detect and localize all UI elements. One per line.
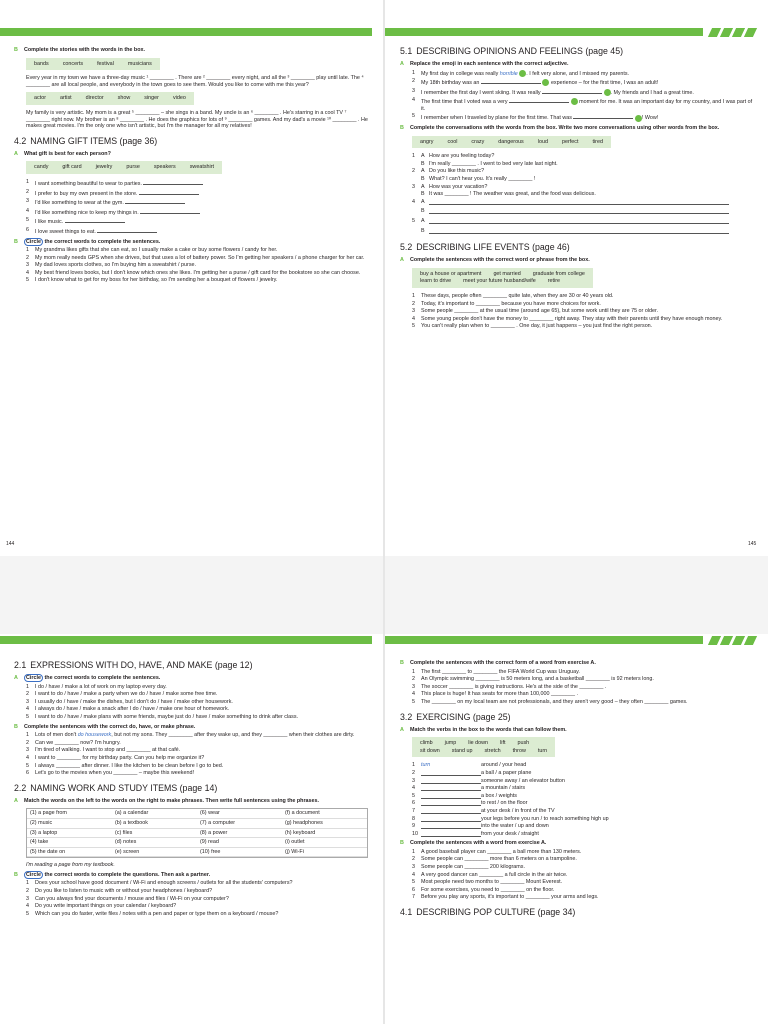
box-word: crazy: [471, 138, 485, 145]
exercise-a-match: [14, 798, 370, 805]
phrase-box: [412, 268, 593, 288]
section-heading-2-2: [14, 783, 370, 794]
answer-line[interactable]: [429, 218, 729, 224]
circle-word: Circle: [26, 675, 41, 681]
list-item: 3 Can you always find your documents / mouse and files / Wi-Fi on your computer?: [26, 895, 229, 902]
list-item: 5 I don't know what to get for my boss for her birthday, so I'm sending her a bouquet of flowers / jewelry.: [26, 277, 278, 284]
instruction: Complete the sentences with a word from exercise A.: [410, 840, 547, 847]
answer-blank[interactable]: [125, 198, 185, 204]
box-word: cool: [447, 138, 458, 145]
answer-blank[interactable]: [421, 778, 481, 784]
match-cell: (3) a laptop: [27, 829, 112, 839]
answer-blank[interactable]: [65, 217, 125, 223]
match-cell: (8) a power: [197, 829, 282, 839]
list-item: 5 I remember when I traveled by plane for the first time. That was ! Wow!: [412, 113, 659, 122]
page-144-content: [14, 44, 370, 285]
exercise-letter: A: [14, 150, 18, 157]
speaker-label: A: [421, 218, 425, 225]
item-number: 1: [412, 762, 415, 769]
list-item: 4 I'd like something nice to keep my things in.: [26, 208, 370, 217]
answer-line[interactable]: [429, 199, 729, 205]
list-item: 4 I want to ________ for my birthday party. Can you help me organize it?: [26, 754, 205, 761]
box-word: stand up: [451, 747, 473, 754]
speaker-label: B: [421, 227, 425, 234]
box-word: show: [117, 95, 131, 102]
section-number: 5.1: [400, 46, 413, 56]
match-cell: (c) files: [112, 829, 197, 839]
exercise-a-gifts: [14, 151, 370, 158]
match-cell: (7) a computer: [197, 819, 282, 829]
list-item: 6 For some exercises, you need to ________ on the floor.: [412, 886, 555, 893]
conversation-line: 2 A Do you like this music?: [412, 168, 756, 175]
instruction: Replace the emoji in each sentence with the correct adjective.: [410, 61, 569, 67]
filled-answer: horrible: [499, 70, 518, 77]
list-item: [412, 770, 756, 777]
exercise-a-verbs: [400, 727, 756, 734]
box-word: lift: [500, 740, 506, 747]
exercise-letter: A: [400, 61, 404, 67]
conversation-line: 4 A: [412, 199, 756, 208]
answer-blank[interactable]: [421, 770, 481, 776]
list-item: 3 The soccer ________ is giving instructions. He's at the side of the ________ .: [412, 683, 607, 690]
word-box: [26, 161, 222, 174]
section-title: EXPRESSIONS WITH DO, HAVE, AND MAKE (page 12): [30, 660, 253, 670]
list-item: 3 I remember the first day I went skiing. It was really . My friends and I had a great time.: [412, 87, 694, 96]
box-word: tired: [592, 138, 603, 145]
page-number-right: 145: [748, 541, 757, 547]
instruction: Match the verbs in the box to the words that can follow them.: [410, 726, 567, 733]
answer-blank[interactable]: [421, 808, 481, 814]
verb-box: [412, 737, 555, 757]
box-word: lie down: [468, 740, 489, 747]
story-1: Every year in my town we have a three-day music ¹ ________ . There are ² ________ every night, and all the ³ ________ play until late. The ⁴ ________ are all local people, and everybody in the town goes to see them. Would you like to come with me this year?: [26, 75, 364, 88]
box-word: sit down: [420, 747, 440, 754]
instruction: Match the words on the left to the words on the right to make phrases. Then write full sentences using the phrases.: [24, 797, 320, 804]
exercise-letter: B: [400, 840, 404, 847]
section-heading-3-2: [400, 712, 756, 723]
exercise-b-stories: [14, 47, 370, 54]
answer-blank[interactable]: [139, 189, 199, 195]
exercise-b-conversations: [400, 125, 756, 132]
box-word: musicians: [127, 60, 152, 67]
stripes-bottom: [710, 636, 755, 645]
list-item: 5 I like music.: [26, 217, 370, 226]
conversation-line: [412, 176, 756, 183]
list-item: 1 My grandma likes gifts that she can eat, so I usually make a cake or buy some flowers / candy for her.: [26, 247, 278, 254]
box-word: graduate from college: [532, 270, 585, 277]
section-title: DESCRIBING POP CULTURE (page 34): [416, 907, 576, 918]
exercise-a-circle: [14, 675, 370, 682]
list-item: 7 Before you play any sports, it's important to ________ your arms and legs.: [412, 894, 599, 901]
answer-blank[interactable]: [573, 113, 633, 119]
item-number: 2: [412, 769, 415, 776]
list-item: 6 Let's go to the movies when you ________ – maybe this weekend!: [26, 770, 194, 777]
list-item: 5 You can't really plan when to ________ . One day, it just happens – you just find the right person.: [412, 323, 653, 330]
list-item: 5 I want to do / have / make plans with some friends, maybe just do / have / make something to drink after class.: [26, 713, 299, 720]
list-item: 3 I'd like something to wear at the gym.: [26, 198, 370, 207]
match-cell: (d) notes: [112, 838, 197, 848]
exercise-letter: B: [14, 723, 18, 730]
surprised-emoji-icon: [635, 115, 642, 122]
section-title: DESCRIBING OPINIONS AND FEELINGS (page 45): [416, 46, 624, 56]
item-number: 6: [412, 800, 415, 807]
answer-blank[interactable]: [509, 97, 569, 103]
list-item: 2 I prefer to buy my own present in the store.: [26, 189, 370, 198]
list-item: 6 I love sweet things to eat.: [26, 227, 370, 236]
exercise-b-phrases: [14, 724, 370, 731]
instruction: What gift is best for each person?: [24, 150, 111, 157]
conversation-line: [412, 161, 756, 168]
book-gutter: [383, 0, 385, 1024]
match-cell: (1) a page from: [27, 809, 112, 819]
list-item: 1 Does your school have good document / Wi-Fi and enough screens / outlets for all the students' computers?: [26, 880, 293, 887]
page-left-bottom-content: [14, 658, 370, 918]
item-number: 10: [412, 830, 418, 837]
section-title: NAMING GIFT ITEMS (page 36): [30, 135, 158, 146]
match-cell: (4) take: [27, 838, 112, 848]
exercise-b-sports: [400, 660, 756, 667]
box-word: speakers: [153, 164, 176, 171]
box-word: concerts: [62, 60, 84, 67]
list-item: 2 Do you like to listen to music with or without your headphones / keyboard?: [26, 888, 213, 895]
conversation-line: [412, 191, 756, 198]
box-word: buy a house or apartment: [420, 270, 482, 277]
box-word: jewelry: [95, 164, 113, 171]
circle-word: Circle: [26, 238, 41, 245]
list-item: 2 Some people can ________ more than 6 meters on a trampoline.: [412, 856, 577, 863]
item-number: 8: [412, 815, 415, 822]
word-box: [26, 58, 160, 71]
speaker-label: A: [421, 168, 425, 175]
list-item: [412, 762, 756, 769]
line-text: I'm really ________ . I went to bed very late last night.: [429, 160, 558, 167]
answer-blank[interactable]: [481, 78, 541, 84]
happy-emoji-icon: [542, 79, 549, 86]
word-box-2: [26, 92, 194, 105]
list-item: 4 Do you write important things on your calendar / keyboard?: [26, 903, 177, 910]
box-word: get married: [493, 270, 521, 277]
speaker-label: A: [421, 183, 425, 190]
list-item: 1 My first day in college was really horrible . I felt very alone, and I missed my parents.: [412, 69, 630, 77]
list-item: 3 Some people ________ at the usual time (around age 65), but some work until they are 75 or older.: [412, 308, 659, 315]
answer-blank[interactable]: [421, 831, 481, 837]
item-text: from your desk / straight: [481, 830, 539, 837]
instruction: Complete the sentences with the correct word or phrase from the box.: [410, 257, 590, 264]
list-item: 2 My mom really needs GPS when she drives, but that uses a lot of battery power. So I'm getting her speakers / a phone charger for her car.: [26, 254, 365, 261]
section-heading-4-2: [14, 136, 370, 147]
list-item: [412, 823, 756, 830]
circle-word: Circle: [26, 871, 41, 878]
section-heading-5-2: [400, 242, 756, 253]
list-item: 5 I always ________ after dinner. I like the kitchen to be clean before I go to bed.: [26, 762, 224, 769]
box-word: angry: [420, 138, 434, 145]
instruction: Complete the stories with the words in the box.: [24, 47, 146, 53]
match-cell: (i) outlet: [282, 838, 367, 848]
page-right-bottom-content: [400, 658, 756, 922]
word-box: [412, 136, 611, 149]
section-number: 2.1: [14, 660, 27, 670]
exercise-b-circle: [14, 239, 370, 246]
box-word: dangerous: [498, 138, 524, 145]
section-title: NAMING WORK AND STUDY ITEMS (page 14): [30, 782, 218, 793]
match-cell: (h) keyboard: [282, 829, 367, 839]
answer-blank[interactable]: [421, 816, 481, 822]
exercise-letter: A: [14, 675, 18, 681]
section-title: EXERCISING (page 25): [416, 711, 511, 722]
exercise-letter: A: [400, 257, 404, 264]
item-number: 7: [412, 807, 415, 814]
section-number: 3.2: [400, 711, 413, 722]
item-number: 9: [412, 823, 415, 830]
match-cell: (j) Wi-Fi: [282, 848, 367, 858]
line-text: What? I can't hear you. It's really ________ !: [429, 176, 536, 183]
speaker-label: B: [421, 176, 425, 183]
story-2: My family is very artistic. My mom is a great ⁵ ________ – she sings in a band. My uncle is an ⁶ ________ . He's starring in a cool TV ⁷ ________ right now. My brother is an ⁸ ________ . He does the graphics for lots of ⁹ ________ games. And my dad's a movie ¹⁰ ________ . He makes great movies. I'm the only one who isn't artistic, but I'm the manager for all my relatives!: [26, 109, 368, 130]
instruction: the correct words to complete the sentences.: [44, 238, 161, 245]
match-cell: (b) a textbook: [112, 819, 197, 829]
list-item: 1 The first ________ to ________ the FIFA World Cup was Uruguay.: [412, 668, 580, 675]
match-cell: (9) read: [197, 838, 282, 848]
box-word: stretch: [484, 747, 501, 754]
list-item: 5 Which can you do faster, write files / notes with a pen and paper or type them on a keyboard / mouse?: [26, 910, 279, 917]
answer-blank[interactable]: [421, 800, 481, 806]
instruction: Complete the sentences with the correct form of a word from exercise A.: [410, 660, 596, 666]
box-word: climb: [420, 740, 433, 747]
match-cell: (f) a document: [282, 809, 367, 819]
top-bar-bottom-right: [385, 636, 703, 644]
box-word: push: [517, 740, 530, 747]
list-item: 1 I want something beautiful to wear to parties.: [26, 179, 370, 188]
instruction: Complete the sentences with the correct do, have, or make phrase.: [24, 723, 196, 730]
line-text: It was ________ ! The weather was great, and the food was delicious.: [429, 191, 596, 198]
exercise-letter: B: [14, 47, 18, 53]
list-item: [412, 785, 756, 792]
line-text: Do you like this music?: [429, 168, 485, 175]
conversation-lines: [400, 153, 756, 236]
answer-blank[interactable]: [140, 208, 200, 214]
conversation-line: 3 A How was your vacation?: [412, 184, 756, 191]
list-item: 2 I want to do / have / make a party when we do / have / make some free time.: [26, 691, 218, 698]
page-145-content: [400, 44, 756, 331]
list-item: [412, 831, 756, 838]
list-item: [412, 808, 756, 815]
example-sentence: I'm reading a page from my textbook.: [26, 862, 115, 869]
box-word: actor: [34, 95, 46, 102]
list-item: 4 I always do / have / make a snack after I do / have / make one hour of homework.: [26, 706, 230, 713]
top-bar-right: [385, 28, 703, 36]
conversation-line: 5 A: [412, 218, 756, 227]
item-text: at your desk / in front of the TV: [481, 807, 555, 814]
match-cell: (5) the date on: [27, 848, 112, 858]
line-text: How are you feeling today?: [429, 153, 495, 160]
proud-emoji-icon: [571, 98, 578, 105]
box-word: throw: [512, 747, 526, 754]
item-text: around / your head: [481, 762, 527, 769]
list-item: 2 My 18th birthday was an experience – for the first time, I was an adult!: [412, 78, 659, 87]
exercise-letter: B: [14, 871, 18, 878]
item-number: 3: [412, 777, 415, 784]
list-item: 3 My dad loves sports clothes, so I'm buying him a sweatshirt / purse.: [26, 262, 197, 269]
match-cell: (10) free: [197, 848, 282, 858]
conversation-line: [412, 208, 756, 217]
item-number: 4: [412, 785, 415, 792]
list-item: [412, 793, 756, 800]
section-number: 2.2: [14, 782, 27, 793]
item-text: a ball / a paper plane: [481, 769, 532, 776]
answer-blank[interactable]: [97, 227, 157, 233]
match-cell: (2) music: [27, 819, 112, 829]
section-heading-4-1: [400, 907, 756, 918]
box-word: singer: [144, 95, 159, 102]
list-item: 3 I'm tired of walking. I want to stop and ________ at that café.: [26, 747, 181, 754]
box-word: director: [85, 95, 104, 102]
box-word: perfect: [561, 138, 579, 145]
list-item: 4 Some young people don't have the money to ________ right away. They stay with their parents until they have enough money.: [412, 315, 723, 322]
match-cell: (6) wear: [197, 809, 282, 819]
box-word: candy: [34, 164, 49, 171]
top-bar-bottom-left: [0, 636, 372, 644]
item-text: into the water / up and down: [481, 823, 549, 830]
speaker-label: A: [421, 153, 425, 160]
match-cell: (a) a calendar: [112, 809, 197, 819]
match-cell: (e) screen: [112, 848, 197, 858]
answer-line[interactable]: [429, 228, 729, 234]
instruction: the correct words to complete the questions. Then ask a partner.: [44, 871, 211, 878]
box-word: jump: [444, 740, 457, 747]
answer-blank[interactable]: [542, 88, 602, 94]
speaker-label: B: [421, 160, 425, 167]
page-number-left: 144: [6, 541, 15, 547]
list-item: 1 I do / have / make a lot of work on my laptop every day.: [26, 683, 167, 690]
list-item: 5 The ________ on my local team are not professionals, and they aren't very good – they often ________ games.: [412, 698, 688, 705]
section-heading-2-1: [14, 660, 370, 671]
verb-match-list: [400, 762, 756, 837]
conversation-line: 1 A How are you feeling today?: [412, 153, 756, 160]
item-number: 5: [412, 792, 415, 799]
list-item: 2 Can we ________ now? I'm hungry.: [26, 739, 121, 746]
item-text: a mountain / stairs: [481, 785, 526, 792]
answer-line[interactable]: [429, 208, 729, 214]
item-text: to rest / on the floor: [481, 800, 528, 807]
stripes-top: [710, 28, 755, 37]
list-item: [412, 816, 756, 823]
exercise-a-life-events: [400, 257, 756, 264]
instruction: Complete the conversations with the words from the box. Write two more conversations using other words from the box.: [410, 125, 720, 132]
exercise-letter: A: [14, 797, 18, 804]
exercise-b-questions: [14, 872, 370, 879]
list-item: 4 The first time that I voted was a very moment for me. It was an important day for my country, and I was part of it.: [412, 97, 753, 112]
item-text: a box / weights: [481, 792, 517, 799]
laughing-emoji-icon: [604, 89, 611, 96]
item-text: someone away / an elevator button: [481, 777, 565, 784]
exercise-letter: B: [400, 125, 404, 132]
matching-table: [26, 808, 368, 858]
exercise-b-exercise-words: [400, 840, 756, 847]
list-item: 4 This place is huge! It has seats for more than 100,000 ________ .: [412, 691, 579, 698]
box-word: loud: [537, 138, 548, 145]
box-word: meet your future husband/wife: [463, 278, 536, 285]
item-text: your legs before you run / to reach something high up: [481, 815, 609, 822]
filled-answer: turn: [421, 762, 431, 769]
box-word: sweatshirt: [189, 164, 215, 171]
exercise-letter: A: [400, 726, 404, 733]
section-number: 4.1: [400, 907, 413, 918]
list-item: 3 I usually do / have / make the dishes, but I don't do / have / make other housework.: [26, 698, 233, 705]
speaker-label: B: [421, 208, 425, 215]
answer-blank[interactable]: [421, 793, 481, 799]
list-item: 1 These days, people often ________ quite late, when they are 30 or 40 years old.: [412, 292, 614, 299]
filled-answer: do housework: [77, 732, 112, 739]
box-word: festival: [97, 60, 114, 67]
list-item: 3 Some people can ________ 200 kilograms.: [412, 864, 525, 871]
list-item: [412, 778, 756, 785]
box-word: retire: [547, 278, 560, 285]
answer-blank[interactable]: [143, 179, 203, 185]
line-text: How was your vacation?: [429, 183, 488, 190]
list-item: 4 My best friend loves books, but I don't know which ones she likes. I'm getting her a purse / gift card for the bookstore so she can choose.: [26, 269, 361, 276]
box-word: learn to drive: [420, 278, 452, 285]
section-number: 4.2: [14, 135, 27, 146]
section-heading-5-1: [400, 46, 756, 57]
list-item: 1 Lots of men don't do housework, but not my sons. They ________ after they wake up, and they ________ when their clothes are dirty.: [26, 732, 355, 739]
list-item: 2 Today, it's important to ________ because you have more choices for work.: [412, 300, 601, 307]
section-title: DESCRIBING LIFE EVENTS (page 46): [416, 242, 570, 253]
box-word: bands: [34, 60, 49, 67]
box-word: gift card: [62, 164, 82, 171]
instruction: the correct words to complete the sentences.: [44, 675, 161, 681]
exercise-letter: B: [400, 660, 404, 666]
answer-blank[interactable]: [421, 823, 481, 829]
exercise-letter: B: [14, 238, 18, 245]
list-item: [412, 800, 756, 807]
box-word: artist: [59, 95, 72, 102]
exercise-a-emoji: [400, 61, 756, 68]
match-cell: (g) headphones: [282, 819, 367, 829]
list-item: 2 An Olympic swimming ________ is 50 meters long, and a basketball ________ is 92 meters long.: [412, 676, 654, 683]
conversation-line: [412, 228, 756, 237]
list-item: 5 Most people need two months to ________ Mount Everest.: [412, 879, 563, 886]
box-word: turn: [537, 747, 548, 754]
box-word: video: [172, 95, 186, 102]
speaker-label: B: [421, 191, 425, 198]
section-number: 5.2: [400, 242, 413, 253]
top-bar-left: [0, 28, 372, 36]
list-item: 1 A good baseball player can ________ a ball more than 130 meters.: [412, 848, 582, 855]
box-word: purse: [126, 164, 140, 171]
list-item: 4 A very good dancer can ________ a full circle in the air twice.: [412, 871, 568, 878]
speaker-label: A: [421, 198, 425, 205]
answer-blank[interactable]: [421, 785, 481, 791]
